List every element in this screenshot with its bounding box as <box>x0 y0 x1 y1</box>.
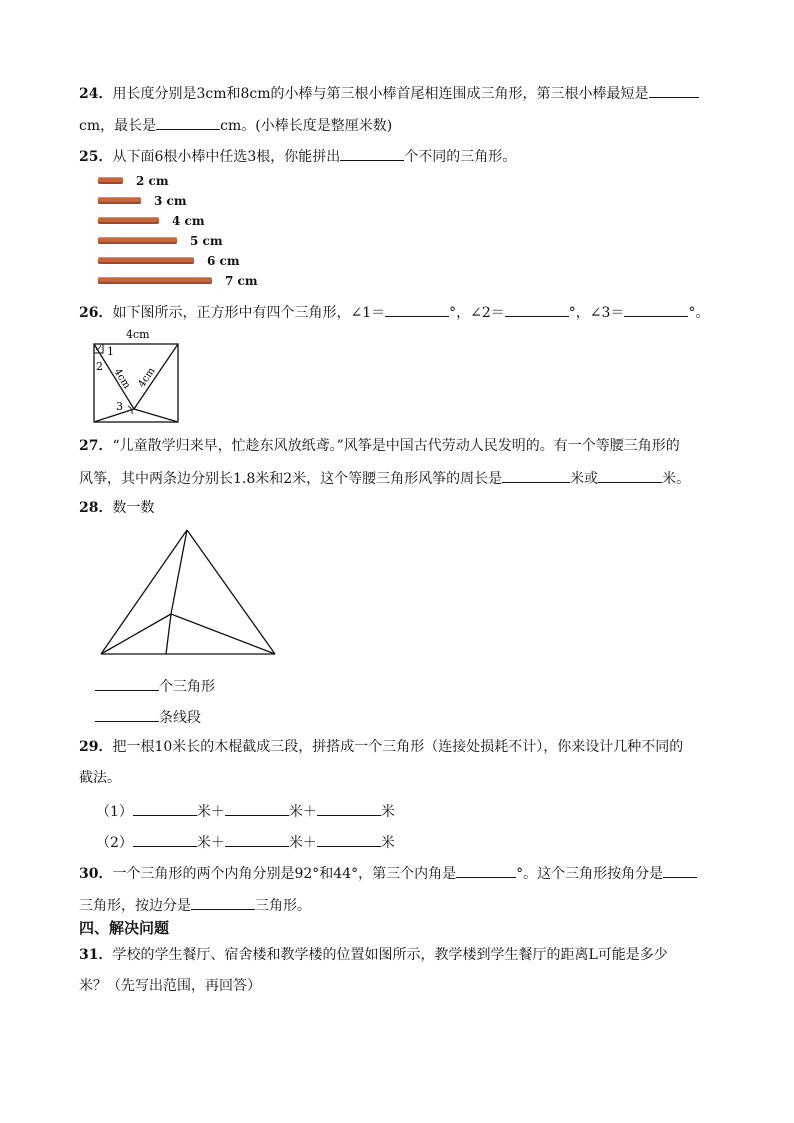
q24-text-2b: cm。(小棒长度是整厘米数) <box>220 118 393 134</box>
q24-line2 <box>79 114 392 136</box>
q29-r1-plus-b: 米＋ <box>288 804 317 820</box>
q27-number: 27． <box>79 438 113 454</box>
q26-line <box>79 301 709 323</box>
label-angle1: 1 <box>107 345 114 358</box>
q29-text-2: 截法。 <box>79 770 121 786</box>
q28-blank-segments[interactable] <box>95 706 159 722</box>
q27-text-1: “儿童散学归来早，忙趁东风放纸鸢。”风筝是中国古代劳动人民发明的。有一个等腰三角形的 <box>112 438 680 454</box>
q29-r1-plus-a: 米＋ <box>196 804 225 820</box>
q29-line1 <box>79 737 683 757</box>
q31-line2 <box>79 976 261 996</box>
q28-number: 28． <box>79 500 113 516</box>
q29-r1-unit: 米 <box>380 804 395 820</box>
q30-number: 30． <box>79 866 113 882</box>
q30-blank-by-angle[interactable] <box>663 862 697 878</box>
stick-3cm <box>98 197 141 204</box>
q31-text-2: 米？（先写出范围，再回答） <box>79 978 261 994</box>
q30-blank-by-side[interactable] <box>191 894 255 910</box>
q26-text-d: °。 <box>688 305 710 321</box>
q29-text-1: 把一根10米长的木棍截成三段，拼搭成一个三角形（连接处损耗不计），你来设计几种不同的 <box>112 739 684 755</box>
label-diag-left: 4cm <box>111 366 133 391</box>
q29-row2 <box>96 831 395 853</box>
q31-line1 <box>79 945 668 965</box>
q26-blank-angle1[interactable] <box>385 301 449 317</box>
q27-line1 <box>79 436 680 456</box>
stick-label-6cm: 6 cm <box>207 254 240 268</box>
q27-blank-2[interactable] <box>598 467 662 483</box>
q25-number: 25． <box>79 149 113 165</box>
q29-r1-blank-b[interactable] <box>225 800 289 816</box>
q29-r2-unit: 米 <box>380 835 395 851</box>
stick-label-4cm: 4 cm <box>172 214 205 228</box>
tri-inner-line-right <box>171 614 275 654</box>
q27-blank-1[interactable] <box>502 467 570 483</box>
q29-number: 29． <box>79 739 113 755</box>
q29-line2 <box>79 768 121 788</box>
q29-r2-plus-a: 米＋ <box>196 835 225 851</box>
section-heading: 四、解决问题 <box>79 919 170 937</box>
label-angle2: 2 <box>96 360 103 373</box>
q25-text-b: 个不同的三角形。 <box>404 149 517 165</box>
stick-6cm <box>98 257 194 264</box>
q28-answer1 <box>95 675 215 697</box>
q25-text-a: 从下面6根小棒中任选3根，你能拼出 <box>112 149 341 165</box>
q27-text-2a: 风筝，其中两条边分别长1.8米和2米，这个等腰三角形风筝的周长是 <box>79 471 503 487</box>
q28-blank-triangles[interactable] <box>95 675 159 691</box>
q26-text-a: 如下图所示，正方形中有四个三角形，∠1＝ <box>112 305 386 321</box>
stick-label-3cm: 3 cm <box>154 194 187 208</box>
q29-row1-label: （1） <box>96 804 133 820</box>
tri-inner-line-left <box>101 614 171 654</box>
q29-r1-blank-c[interactable] <box>317 800 381 816</box>
q29-r1-blank-a[interactable] <box>133 800 197 816</box>
tri-inner-line-down <box>166 614 171 654</box>
q25-blank[interactable] <box>340 145 404 161</box>
q24-text: 用长度分别是3cm和8cm的小棒与第三根小棒首尾相连围成三角形，第三根小棒最短是 <box>112 86 649 102</box>
q28-title: 数一数 <box>112 500 155 516</box>
q27-text-2b: 米或 <box>570 471 599 487</box>
q30-line1 <box>79 862 697 884</box>
q24-line1 <box>79 82 699 104</box>
q26-number: 26． <box>79 305 113 321</box>
q29-r2-blank-b[interactable] <box>225 831 289 847</box>
q30-text-c: 三角形，按边分是 <box>79 898 191 914</box>
q28-line <box>79 498 154 518</box>
bottom-right-line <box>134 409 178 422</box>
q30-line2 <box>79 894 311 916</box>
q28-answer2-text: 条线段 <box>159 710 201 726</box>
q30-text-d: 三角形。 <box>255 898 311 914</box>
label-angle3: 3 <box>116 400 123 413</box>
q27-text-2c: 米。 <box>662 471 691 487</box>
stick-7cm <box>98 277 212 284</box>
tri-left-side <box>101 530 187 654</box>
label-diag-right: 4cm <box>136 365 158 390</box>
stick-5cm <box>98 237 177 244</box>
q24-blank-max[interactable] <box>156 114 220 130</box>
label-top-4cm: 4cm <box>126 328 150 341</box>
q29-r2-plus-b: 米＋ <box>288 835 317 851</box>
q29-r2-blank-a[interactable] <box>133 831 197 847</box>
q26-blank-angle2[interactable] <box>505 301 569 317</box>
q30-text-b: °。这个三角形按角分是 <box>516 866 664 882</box>
q29-row2-label: （2） <box>96 835 133 851</box>
q31-text-1: 学校的学生餐厅、宿舍楼和教学楼的位置如图所示，教学楼到学生餐厅的距离L可能是多少 <box>112 947 668 963</box>
tri-right-side <box>187 530 275 654</box>
q27-line2 <box>79 467 690 489</box>
q26-blank-angle3[interactable] <box>624 301 688 317</box>
q24-text-2a: cm，最长是 <box>79 118 157 134</box>
q25-line <box>79 145 516 167</box>
q26-text-c: °，∠3＝ <box>568 305 625 321</box>
q29-r2-blank-c[interactable] <box>317 831 381 847</box>
square-figure <box>88 326 184 426</box>
q28-answer1-text: 个三角形 <box>159 679 215 695</box>
q29-row1 <box>96 800 395 822</box>
q31-number: 31． <box>79 947 113 963</box>
q30-blank-angle[interactable] <box>456 862 516 878</box>
bottom-left-line <box>94 409 134 422</box>
q24-number: 24． <box>79 86 113 102</box>
q26-text-b: °，∠2＝ <box>449 305 505 321</box>
stick-label-5cm: 5 cm <box>190 234 223 248</box>
stick-4cm <box>98 217 159 224</box>
stick-2cm <box>98 177 123 184</box>
q24-blank-min[interactable] <box>649 82 699 98</box>
stick-label-2cm: 2 cm <box>136 174 169 188</box>
triangle-count-figure <box>96 526 280 660</box>
q30-text-a: 一个三角形的两个内角分别是92°和44°，第三个内角是 <box>112 866 457 882</box>
q28-answer2 <box>95 706 201 728</box>
stick-label-7cm: 7 cm <box>225 274 258 288</box>
